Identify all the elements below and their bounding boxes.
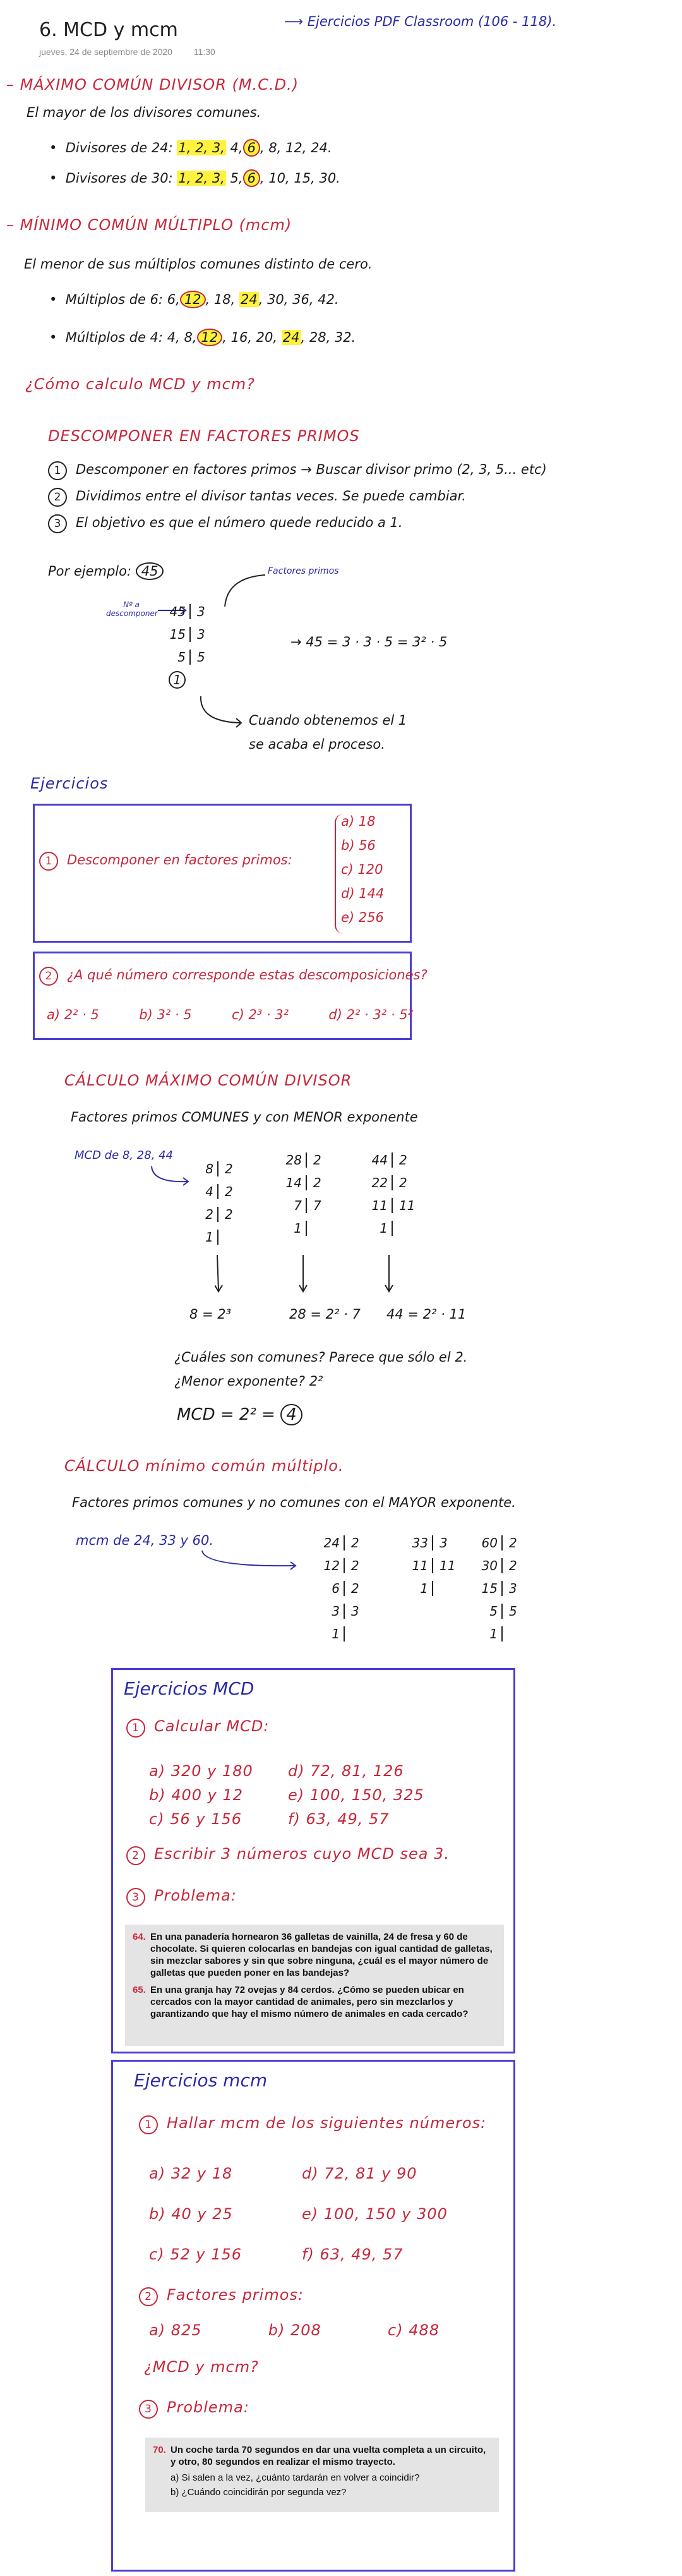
dec-33-left-3: 1 (404, 1581, 433, 1596)
result-8: 8 = 2³ (189, 1307, 232, 1322)
example-number: 45 (136, 562, 164, 580)
ej-mcd-e: e) 100, 150, 325 (288, 1786, 424, 1804)
exercise-1-option-e: e) 256 (341, 910, 384, 925)
calc-mcd-example: MCD de 8, 28, 44 (75, 1149, 174, 1162)
ej-mcm-q1-text: Hallar mcm de los siguientes números: (167, 2114, 487, 2132)
dec-28-right-3: 7 (313, 1198, 321, 1213)
ej-mcm-factors (149, 2321, 440, 2339)
ej-mcm-q3-number: 3 (139, 2400, 158, 2419)
divisors-24-rest: , 8, 12, 24. (260, 140, 332, 155)
exercise-2-option-b: b) 3² · 5 (139, 1007, 192, 1022)
ej-mcd-q1-text: Calcular MCD: (154, 1717, 270, 1735)
dec-28-left-1: 28 (278, 1152, 307, 1168)
exercise-1-question (39, 852, 292, 871)
end-note-2: se acaba el proceso. (249, 737, 385, 752)
exercise-2-option-c: c) 2³ · 3² (232, 1007, 289, 1022)
dec-45-left-3: 5 (162, 650, 191, 665)
end-note-1: Cuando obtenemos el 1 (249, 713, 407, 728)
result-44: 44 = 2² · 11 (386, 1307, 467, 1322)
problem-65 (133, 1984, 496, 2020)
dec-8-left-2: 4 (189, 1184, 218, 1199)
mcm-heading-text: MÍNIMO COMÚN MÚLTIPLO (mcm) (20, 216, 292, 234)
dec-44-left-4: 1 (364, 1221, 393, 1236)
problem-70-text: Un coche tarda 70 segundos en dar una vuelta completa a un circuito, y otro, 80 segundos en realizar el mismo trayecto. (170, 2445, 486, 2467)
ej-mcm-e: e) 100, 150 y 300 (302, 2205, 448, 2223)
calc-mcd-rule: Factores primos COMUNES y con MENOR exponente (71, 1110, 418, 1125)
label-number-to-decompose: Nº a descomponer (106, 600, 158, 618)
dec-24-left-4: 3 (316, 1604, 345, 1619)
decomposition-45 (162, 600, 205, 691)
ej-mcm-fc: c) 488 (388, 2321, 440, 2339)
dec-45-left-4 (162, 671, 189, 689)
ej-mcd-col2 (288, 1759, 424, 1831)
ej-mcd-f: f) 63, 49, 57 (288, 1810, 390, 1828)
calc-mcm-rule: Factores primos comunes y no comunes con el MAYOR exponente. (72, 1495, 516, 1510)
exercise-box-2 (33, 952, 412, 1040)
ej-mcd-q2 (126, 1845, 450, 1865)
multiples-4-b: , 16, 20, (222, 330, 278, 345)
problem-65-number: 65. (133, 1985, 146, 1995)
dec-33-left-2: 11 (404, 1558, 433, 1573)
problem-70-number: 70. (153, 2445, 166, 2455)
decomposition-28 (278, 1149, 321, 1240)
problem-64-number: 64. (133, 1932, 146, 1942)
ej-mcm-fb: b) 208 (268, 2321, 321, 2339)
multiples-6-min: 12 (180, 291, 206, 308)
dec-8-right-1: 2 (225, 1161, 233, 1176)
multiples-6-a: 6, (167, 292, 180, 307)
page-date: jueves, 24 de septiembre de 2020 (39, 47, 172, 57)
mcd-heading-text: MÁXIMO COMÚN DIVISOR (M.C.D.) (20, 76, 299, 94)
ej-mcd-q1-number: 1 (126, 1719, 145, 1738)
dec-44-left-1: 44 (364, 1152, 393, 1168)
multiples-4-c: , 28, 32. (301, 330, 356, 345)
ej-mcm-col1 (149, 2153, 242, 2275)
ej-mcd-problems (125, 1925, 504, 2046)
dec-8-left-4: 1 (189, 1230, 218, 1245)
exercise-2-number: 2 (39, 967, 58, 986)
dec-28-left-2: 14 (278, 1175, 307, 1190)
arrow-right-icon: ⟶ (284, 14, 308, 29)
dec-33-left-1: 33 (404, 1535, 433, 1551)
divisors-30 (49, 169, 340, 187)
ej-mcm-b: b) 40 y 25 (149, 2205, 233, 2223)
ej-mcm-a: a) 32 y 18 (149, 2165, 233, 2182)
label-prime-factors: Factores primos (268, 566, 339, 576)
ej-mcm-problems (145, 2438, 499, 2512)
ej-mcm-q2 (139, 2286, 304, 2306)
divisors-24-label: Divisores de 24: (65, 140, 173, 155)
ej-mcm-d: d) 72, 81 y 90 (302, 2165, 417, 2182)
dec-28-left-3: 7 (278, 1198, 307, 1213)
step-3-number: 3 (48, 514, 67, 533)
decomposition-33 (404, 1532, 455, 1645)
ej-mcm-fa: a) 825 (149, 2321, 202, 2339)
bullet-icon: • (49, 330, 66, 345)
exercise-2-options (47, 1007, 413, 1022)
page-meta (39, 47, 234, 57)
exercise-2-option-d: d) 2² · 3² · 5² (328, 1007, 413, 1022)
multiples-4-a: 4, 8, (167, 330, 197, 345)
divisors-24-common: 1, 2, 3, (178, 140, 225, 155)
ej-mcd-d: d) 72, 81, 126 (288, 1762, 404, 1780)
dec-24-right-2: 2 (351, 1558, 359, 1573)
step-1 (48, 461, 547, 480)
step-2 (48, 488, 466, 507)
dec-33-right-1: 3 (440, 1535, 448, 1551)
dec-8-left-1: 8 (189, 1161, 218, 1176)
example-result: → 45 = 3 · 3 · 5 = 3² · 5 (290, 634, 448, 650)
exercise-2-text: ¿A qué número corresponde estas descomposiciones? (67, 967, 428, 983)
multiples-6-common: 24 (240, 292, 258, 307)
ej-mcd-q3-text: Problema: (154, 1887, 237, 1904)
ej-mcm-q1-number: 1 (139, 2115, 158, 2134)
dec-60-left-1: 60 (474, 1535, 503, 1551)
dec-60-left-2: 30 (474, 1558, 503, 1573)
dec-24-right-4: 3 (351, 1604, 359, 1619)
ej-mcd-q2-number: 2 (126, 1846, 145, 1865)
example-label (48, 562, 164, 580)
dec-24-left-2: 12 (316, 1558, 345, 1573)
page-title: 6. MCD y mcm (39, 19, 178, 41)
divisors-30-max: 6 (243, 169, 260, 187)
dec-28-right-1: 2 (313, 1152, 321, 1168)
calc-mcm-example: mcm de 24, 33 y 60. (76, 1533, 214, 1548)
dec-45-left-2: 15 (162, 627, 191, 642)
calc-mcd-down-arrows (215, 1255, 442, 1299)
ej-mcm-title: Ejercicios mcm (134, 2070, 268, 2091)
dec-8-right-3: 2 (225, 1207, 233, 1222)
ej-mcm-f: f) 63, 49, 57 (302, 2246, 404, 2263)
dec-8-left-3: 2 (189, 1207, 218, 1222)
dec-45-right-1: 3 (197, 604, 205, 619)
divisors-24-max: 6 (243, 139, 260, 157)
dec-45-left-1: 45 (162, 604, 191, 619)
calc-mcm-arrow (200, 1549, 301, 1575)
exercise-2-option-a: a) 2² · 5 (47, 1007, 99, 1022)
ej-mcd-b: b) 400 y 12 (149, 1786, 244, 1804)
exercise-1-options (335, 814, 384, 934)
problem-70-a: a) Si salen a la vez, ¿cuánto tardarán en volver a coincidir? (170, 2472, 420, 2483)
problem-70-b: b) ¿Cuándo coincidirán por segunda vez? (170, 2487, 347, 2498)
exercise-1-option-b: b) 56 (341, 838, 376, 853)
step-3-text: El objetivo es que el número quede reducido a 1. (76, 515, 403, 530)
step-2-text: Dividimos entre el divisor tantas veces. Se puede cambiar. (76, 488, 466, 504)
divisors-30-common: 1, 2, 3, (178, 171, 225, 186)
divisors-30-mid: 5, (230, 171, 243, 186)
decomposition-60 (474, 1532, 517, 1645)
multiples-6-b: , 18, (205, 292, 236, 307)
problem-70 (153, 2444, 491, 2468)
calc-mcd-heading: CÁLCULO MÁXIMO COMÚN DIVISOR (64, 1072, 352, 1089)
decomposition-24 (316, 1532, 359, 1645)
ej-mcm-c: c) 52 y 156 (149, 2246, 242, 2263)
calc-mcd-result-label: MCD = 2² = (177, 1405, 275, 1424)
dec-24-left-1: 24 (316, 1535, 345, 1551)
multiples-6-c: , 30, 36, 42. (258, 292, 339, 307)
divisors-24-mid: 4, (230, 140, 243, 155)
divisors-24 (49, 139, 332, 157)
factor-heading: DESCOMPONER EN FACTORES PRIMOS (48, 427, 360, 445)
step-3 (48, 514, 403, 533)
bullet-icon: • (49, 292, 66, 307)
step-1-number: 1 (48, 461, 67, 480)
mcd-desc: El mayor de los divisores comunes. (27, 105, 261, 120)
multiples-4-label: Múltiplos de 4: (65, 330, 164, 345)
dec-28-right-2: 2 (313, 1175, 321, 1190)
ej-mcd-q3-number: 3 (126, 1888, 145, 1907)
problem-64-text: En una panadería hornearon 36 galletas de vainilla, 24 de fresa y 60 de chocolate. Si quieren colocarlas en bandejas con igual cantidad de galletas, sin mezclar sabores y sin que sobre ninguna, ¿cuál es el mayor número de galletas que pueden poner en las bandejas? (150, 1932, 493, 1978)
ej-mcm-col2 (302, 2153, 448, 2275)
calc-mcd-q2: ¿Menor exponente? 2² (174, 1374, 323, 1389)
result-28: 28 = 2² · 7 (289, 1307, 361, 1322)
dec-24-left-5: 1 (316, 1626, 345, 1642)
ej-mcm-extra: ¿MCD y mcm? (144, 2358, 259, 2376)
bullet-icon: • (49, 140, 66, 155)
dec-44-right-2: 2 (399, 1175, 407, 1190)
dec-60-right-2: 2 (509, 1558, 517, 1573)
exercise-1-option-a: a) 18 (341, 814, 376, 829)
calc-mcd-result (177, 1404, 302, 1425)
dec-28-left-4: 1 (278, 1221, 307, 1236)
calc-mcd-q1: ¿Cuáles son comunes? Parece que sólo el 2. (174, 1350, 468, 1365)
dec-44-right-3: 11 (399, 1198, 416, 1213)
dec-44-left-2: 22 (364, 1175, 393, 1190)
ej-mcd-c: c) 56 y 156 (149, 1810, 242, 1828)
mcm-desc: El menor de sus múltiplos comunes distinto de cero. (24, 257, 373, 272)
dec-24-right-3: 2 (351, 1581, 359, 1596)
end-arrow (196, 695, 253, 733)
mcm-heading (6, 216, 292, 234)
dash-icon: – (6, 216, 20, 234)
how-question: ¿Cómo calculo MCD y mcm? (25, 375, 255, 393)
exercise-1-text: Descomponer en factores primos: (67, 852, 292, 868)
ej-mcd-q2-text: Escribir 3 números cuyo MCD sea 3. (154, 1845, 450, 1863)
exercise-1-option-d: d) 144 (341, 886, 385, 901)
dec-60-right-3: 3 (509, 1581, 517, 1596)
classroom-note (284, 14, 556, 29)
dec-60-right-4: 5 (509, 1604, 517, 1619)
ej-mcm-q3-text: Problema: (167, 2398, 249, 2416)
exercise-1-number: 1 (39, 852, 58, 871)
multiples-4-common: 24 (282, 330, 300, 345)
dec-8-right-2: 2 (225, 1184, 233, 1199)
ej-mcd-title: Ejercicios MCD (124, 1678, 254, 1699)
dec-24-right-1: 2 (351, 1535, 359, 1551)
multiples-6 (49, 291, 339, 308)
bullet-icon: • (49, 171, 66, 186)
dec-24-left-3: 6 (316, 1581, 345, 1596)
ej-mcm-q2-text: Factores primos: (167, 2286, 304, 2304)
decomposition-8 (189, 1158, 233, 1249)
example-label-text: Por ejemplo: (48, 564, 132, 579)
calc-mcd-result-value: 4 (280, 1404, 302, 1425)
ej-mcm-q3 (139, 2398, 249, 2419)
classroom-note-text: Ejercicios PDF Classroom (106 - 118). (307, 14, 557, 29)
multiples-4 (49, 329, 356, 346)
step-1-text: Descomponer en factores primos → Buscar divisor primo (2, 3, 5... etc) (76, 462, 547, 477)
ej-mcd-q3 (126, 1887, 237, 1907)
dec-45-right-2: 3 (197, 627, 205, 642)
dec-45-right-3: 5 (197, 650, 205, 665)
dec-60-left-5: 1 (474, 1626, 503, 1642)
ej-mcm-q2-number: 2 (139, 2287, 158, 2306)
dec-33-right-2: 11 (440, 1558, 456, 1573)
dec-44-right-1: 2 (399, 1152, 407, 1168)
divisors-30-rest: , 10, 15, 30. (260, 171, 340, 186)
divisors-30-label: Divisores de 30: (65, 171, 173, 186)
exercise-1-option-c: c) 120 (341, 862, 383, 877)
mcd-heading (6, 76, 299, 94)
problem-65-text: En una granja hay 72 ovejas y 84 cerdos. ¿Cómo se pueden ubicar en cercados con la mayor cantidad de animales, pero sin mezclarlos y garantizando que hay el mismo número de animales en cada cercado? (150, 1985, 469, 2019)
problem-64 (133, 1931, 496, 1979)
ej-mcm-q1 (139, 2114, 486, 2134)
multiples-4-min: 12 (197, 329, 223, 346)
dec-60-right-1: 2 (509, 1535, 517, 1551)
ej-mcd-a: a) 320 y 180 (149, 1762, 253, 1780)
ej-mcd-col1 (149, 1759, 253, 1831)
calc-mcm-heading: CÁLCULO mínimo común múltiplo. (64, 1457, 344, 1475)
dec-60-left-3: 15 (474, 1581, 503, 1596)
exercise-2-question (39, 967, 428, 986)
ej-mcd-q1 (126, 1717, 269, 1738)
decomposition-44 (364, 1149, 415, 1240)
exercises-title: Ejercicios (30, 775, 109, 792)
multiples-6-label: Múltiplos de 6: (65, 292, 164, 307)
dec-45-one: 1 (169, 671, 186, 689)
step-2-number: 2 (48, 488, 67, 507)
dash-icon: – (6, 76, 20, 94)
page-time: 11:30 (193, 47, 215, 57)
dec-44-left-3: 11 (364, 1198, 393, 1213)
dec-60-left-4: 5 (474, 1604, 503, 1619)
